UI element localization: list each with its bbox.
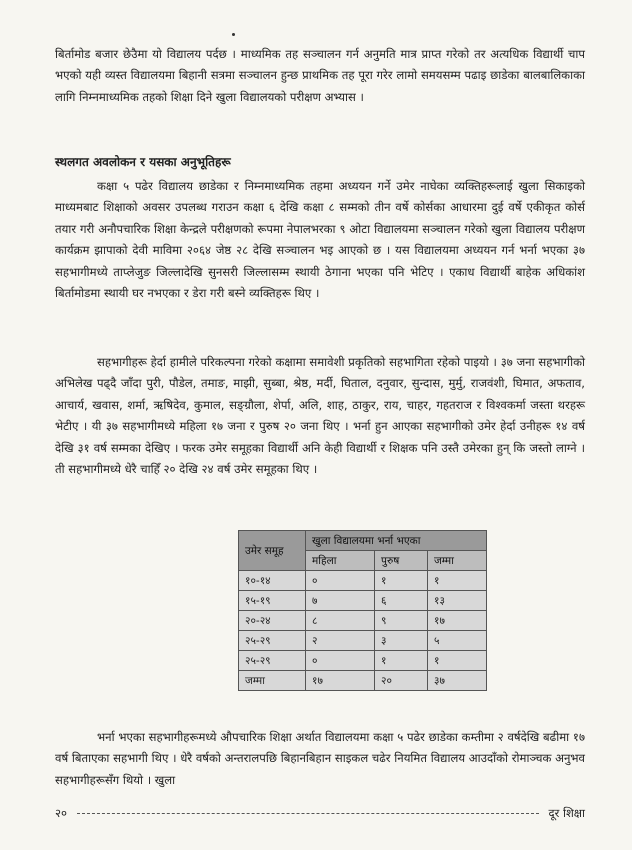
section-heading: स्थलगत अवलोकन र यसका अनुभूतिहरू (55, 155, 231, 169)
stray-mark (232, 33, 235, 36)
paragraph-overview: कक्षा ५ पढेर विद्यालय छाडेका र निम्नमाध्यमिक तहमा अध्ययन गर्ने उमेर नाघेका व्यक्तिहरूलाई खुला सिकाइको माध्यमबाट शिक्षाको अवसर उपलब्ध गराउन कक्षा ६ देखि कक्षा ८ सम्मको तीन वर्षे कोर्सका आधारमा दुई वर्षे एकीकृत कोर्स तयार गरी अनौपचारिक शिक्षा केन्द्रले परीक्षणको रूपमा नेपालभरका ९ ओटा विद्यालयमा सञ्चालन गरेको खुला विद्यालय परीक्षण कार्यक्रम झापाको देवी माविमा २०६४ जेष्ठ २८ देखि सञ्चालन भइ आएको छ । यस विद्यालयमा अध्ययन गर्न भर्ना भएका ३७ सहभागीमध्ये ताप्लेजुङ जिल्लादेखि सुनसरी जिल्लासम्म स्थायी ठेगाना भएका पनि भेटिए । एकाध विद्यार्थी बाहेक अधिकांश बिर्तामोडमा स्थायी घर नभएका र डेरा गरी बस्ने व्यक्तिहरू थिए । (55, 179, 585, 301)
table-row: १५-१९ ७ ६ १३ (239, 591, 487, 611)
age-group-table (238, 530, 487, 691)
footer-rule (77, 813, 539, 814)
header-enrolled: खुला विद्यालयमा भर्ना भएका (306, 531, 487, 551)
header-female: महिला (306, 551, 375, 571)
table-row: २५-२९ ० १ १ (239, 651, 487, 671)
table-row: १०-१४ ० १ १ (239, 571, 487, 591)
page-footer (55, 806, 585, 821)
header-age-group: उमेर समूह (239, 531, 306, 571)
page-number: २० (55, 806, 67, 820)
table-total-row: जम्मा १७ २० ३७ (239, 671, 487, 691)
header-total: जम्मा (428, 551, 487, 571)
intro-paragraph: बिर्तामोड बजार छेउैमा यो विद्यालय पर्दछ । माध्यमिक तह सञ्चालन गर्न अनुमति मात्र प्राप्त गरेको तर अत्यधिक विद्यार्थी चाप भएको यही व्यस्त विद्यालयमा बिहानी सत्रमा सञ्चालन हुन्छ प्राथमिक तह पूरा गरेर लामो समयसम्म पढाइ छाडेका बालबालिकाका लागि निम्नमाध्यमिक तहको शिक्षा दिने खुला विद्यालयको परीक्षण अभ्यास । (55, 47, 585, 104)
header-male: पुरुष (375, 551, 428, 571)
publication-title: दूर शिक्षा (548, 806, 585, 820)
paragraph-experience: भर्ना भएका सहभागीहरूमध्ये औपचारिक शिक्षा अर्थात विद्यालयमा कक्षा ५ पढेर छाडेका कम्तीमा २ वर्षदेखि बढीमा १७ वर्ष बिताएका सहभागी थिए । धेरै वर्षको अन्तरालपछि बिहानबिहान साइकल चढेर नियमित विद्यालय आउदाँको रोमाञ्चक अनुभव सहभागीहरूसँग थियो । खुला (55, 730, 585, 787)
table-row: २०-२४ ८ ९ १७ (239, 611, 487, 631)
paragraph-participants: सहभागीहरू हेर्दा हामीले परिकल्पना गरेको कक्षामा समावेशी प्रकृतिको सहभागिता रहेको पाइयो । ३७ जना सहभागीको अभिलेख पढ्दै जाँदा पुरी, पौडेल, तमाङ, माझी, सुब्बा, श्रेष्ठ, मर्दी, घिताल, दनुवार, सुन्दास, मुर्मु, राजवंशी, घिमात, अफताव, आचार्य, खवास, शर्मा, ऋषिदेव, कुमाल, सङ्ग्रौला, शेर्पा, अलि, शाह, ठाकुर, राय, चाहर, गहतराज र विश्वकर्मा जस्ता थरहरू भेटीए । यी ३७ सहभागीमध्ये महिला १७ जना र पुरुष २० जना थिए । भर्ना हुन आएका सहभागीको उमेर हेर्दा उनीहरू १४ वर्ष देखि ३१ वर्ष सम्मका देखिए । फरक उमेर समूहका विद्यार्थी अनि केही विद्यार्थी र शिक्षक पनि उस्तै उमेरका हुन् कि जस्तो लाग्ने । ती सहभागीमध्ये धेरै चाहिँ २० देखि २४ वर्ष उमेर समूहका थिए । (55, 355, 585, 477)
table-row: २५-२९ २ ३ ५ (239, 631, 487, 651)
